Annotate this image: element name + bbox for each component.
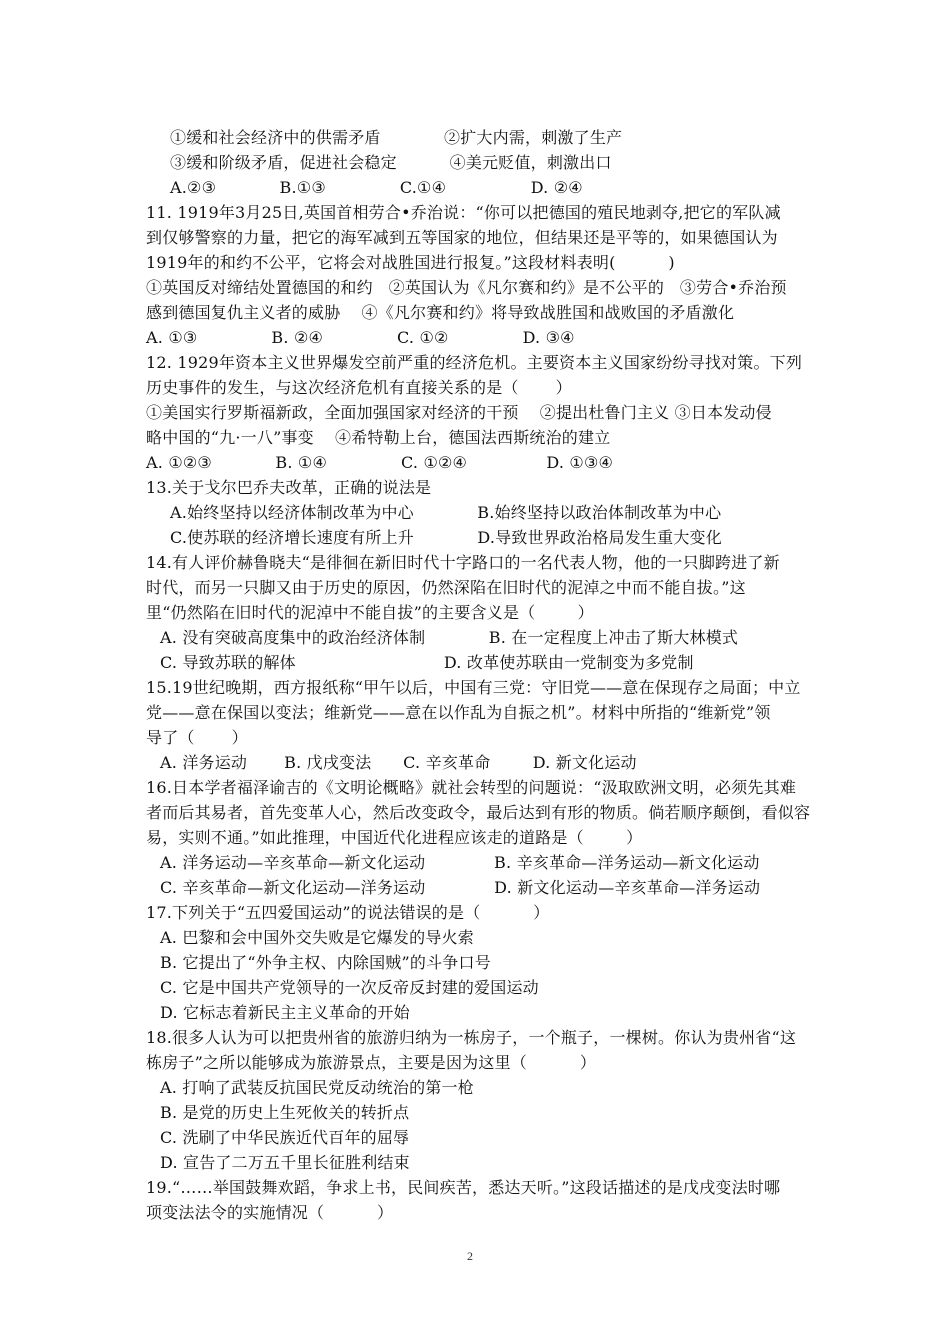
q18-choice-c: C. 洗刷了中华民族近代百年的屈辱	[160, 1128, 410, 1147]
q17-stem: 17.下列关于“五四爱国运动”的说法错误的是（ ）	[146, 903, 550, 922]
page-number: 2	[467, 1249, 473, 1263]
q14-choices-ab: A. 没有突破高度集中的政治经济体制 B. 在一定程度上冲击了斯大林模式	[160, 628, 739, 647]
q15-stem-1: 15.19世纪晚期，西方报纸称“甲午以后，中国有三党：守旧党——意在保现存之局面；中立	[146, 678, 801, 697]
q17-choice-a: A. 巴黎和会中国外交失败是它爆发的导火索	[160, 928, 474, 947]
q18-stem-1: 18.很多人认为可以把贵州省的旅游归纳为一栋房子，一个瓶子，一棵树。你认为贵州省“这	[146, 1028, 797, 1047]
q17-choice-b: B. 它提出了“外争主权、内除国贼”的斗争口号	[160, 953, 491, 972]
q11-options-2: 感到德国复仇主义者的威胁 ④《凡尔赛和约》将导致战胜国和战败国的矛盾激化	[146, 303, 735, 322]
q15-choices: A. 洋务运动 B. 戊戌变法 C. 辛亥革命 D. 新文化运动	[160, 753, 637, 772]
q16-stem-2: 者而后其易者，首先变革人心，然后改变政令，最后达到有形的物质。倘若顺序颠倒，看似容	[146, 803, 811, 822]
q16-stem-1: 16.日本学者福泽谕吉的《文明论概略》就社会转型的问题说：“汲取欧洲文明，必须先其难	[146, 778, 797, 797]
q18-choice-d: D. 宣告了二万五千里长征胜利结束	[160, 1153, 410, 1172]
q10-choices: A.②③ B.①③ C.①④ D. ②④	[170, 178, 583, 197]
q15-stem-3: 导了（ ）	[146, 728, 248, 747]
q17-choice-d: D. 它标志着新民主主义革命的开始	[160, 1003, 410, 1022]
q11-choices: A. ①③ B. ②④ C. ①② D. ③④	[146, 328, 575, 347]
q12-choices: A. ①②③ B. ①④ C. ①②④ D. ①③④	[146, 453, 614, 472]
q12-options-2: 略中国的“九·一八”事变 ④希特勒上台，德国法西斯统治的建立	[146, 428, 611, 447]
q18-choice-a: A. 打响了武装反抗国民党反动统治的第一枪	[160, 1078, 474, 1097]
q12-options-1: ①美国实行罗斯福新政，全面加强国家对经济的干预 ②提出杜鲁门主义 ③日本发动侵	[146, 403, 772, 422]
q14-stem-2: 时代，而另一只脚又由于历史的原因，仍然深陷在旧时代的泥淖之中而不能自拔。”这	[146, 578, 746, 597]
q13-choices-cd: C.使苏联的经济增长速度有所上升 D.导致世界政治格局发生重大变化	[170, 528, 722, 547]
q13-stem: 13.关于戈尔巴乔夫改革，正确的说法是	[146, 478, 432, 497]
q10-options-row-1: ①缓和社会经济中的供需矛盾 ②扩大内需，刺激了生产	[170, 128, 623, 147]
q18-choice-b: B. 是党的历史上生死攸关的转折点	[160, 1103, 410, 1122]
q11-options-1: ①英国反对缔结处置德国的和约 ②英国认为《凡尔赛和约》是不公平的 ③劳合•乔治预	[146, 278, 787, 297]
q14-stem-3: 里“仍然陷在旧时代的泥淖中不能自拔”的主要含义是（ ）	[146, 603, 594, 622]
q12-stem-2: 历史事件的发生，与这次经济危机有直接关系的是（ ）	[146, 378, 572, 397]
q17-choice-c: C. 它是中国共产党领导的一次反帝反封建的爱国运动	[160, 978, 539, 997]
q10-options-row-2: ③缓和阶级矛盾，促进社会稳定 ④美元贬值，刺激出口	[170, 153, 612, 172]
q14-choices-cd: C. 导致苏联的解体 D. 改革使苏联由一党制变为多党制	[160, 653, 694, 672]
q19-stem-1: 19.“……举国鼓舞欢蹈，争求上书，民间疾苦，悉达天听。”这段话描述的是戊戌变法时哪	[146, 1178, 781, 1197]
q11-stem-1: 11. 1919年3月25日,英国首相劳合•乔治说：“你可以把德国的殖民地剥夺,把它的军队减	[146, 203, 781, 222]
q11-stem-3: 1919年的和约不公平，它将会对战胜国进行报复。”这段材料表明( )	[146, 253, 675, 272]
q15-stem-2: 党——意在保国以变法；维新党——意在以作乱为自振之机”。材料中所指的“维新党”领	[146, 703, 771, 722]
q14-stem-1: 14.有人评价赫鲁晓夫“是徘徊在新旧时代十字路口的一名代表人物，他的一只脚跨进了新	[146, 553, 780, 572]
q16-choices-cd: C. 辛亥革命—新文化运动—洋务运动 D. 新文化运动—辛亥革命—洋务运动	[160, 878, 761, 897]
q11-stem-2: 到仅够警察的力量，把它的海军减到五等国家的地位，但结果还是平等的，如果德国认为	[146, 228, 778, 247]
q19-stem-2: 项变法法令的实施情况（ ）	[146, 1203, 394, 1222]
q12-stem-1: 12. 1929年资本主义世界爆发空前严重的经济危机。主要资本主义国家纷纷寻找对策。下列	[146, 353, 803, 372]
q18-stem-2: 栋房子”之所以能够成为旅游景点，主要是因为这里（ ）	[146, 1053, 597, 1072]
q13-choices-ab: A.始终坚持以经济体制改革为中心 B.始终坚持以政治体制改革为中心	[170, 503, 722, 522]
q16-choices-ab: A. 洋务运动—辛亥革命—新文化运动 B. 辛亥革命—洋务运动—新文化运动	[160, 853, 760, 872]
q16-stem-3: 易，实则不通。”如此推理，中国近代化进程应该走的道路是（ ）	[146, 828, 643, 847]
